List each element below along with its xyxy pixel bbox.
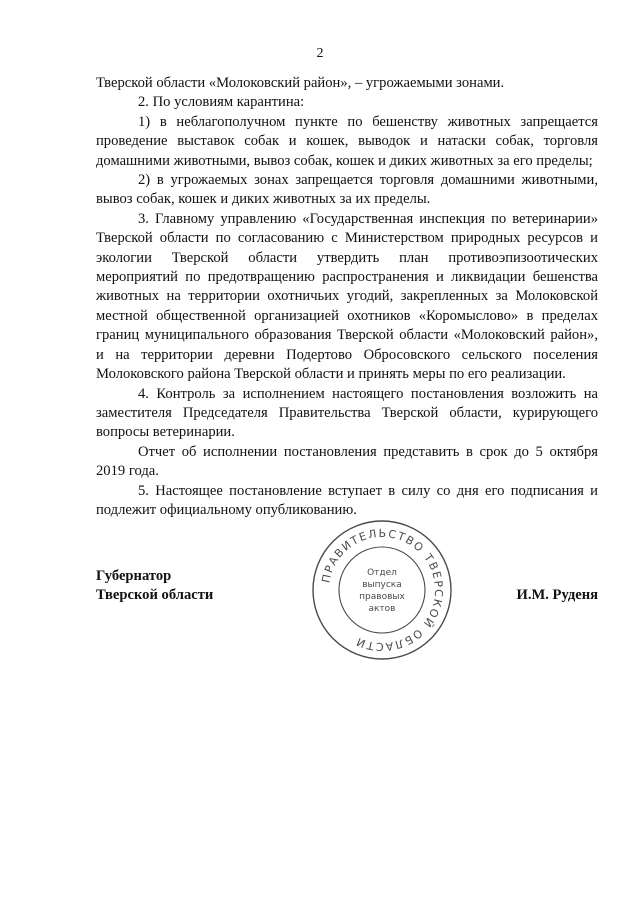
paragraph-report: Отчет об исполнении постановления представить в срок до 5 октября 2019 года. <box>96 443 598 480</box>
signatory-name: И.М. Руденя <box>516 587 598 603</box>
signatory-title-line1: Губернатор <box>96 568 172 584</box>
document-body <box>96 74 598 520</box>
signatory-title-line2: Тверской области <box>96 587 214 603</box>
paragraph-item-2: 2. По условиям карантина: <box>138 94 305 111</box>
paragraph-item-5: 5. Настоящее постановление вступает в силу со дня его подписания и подлежит официальному опубликованию. <box>96 482 598 518</box>
page-number: 2 <box>316 46 324 61</box>
seal-inner-ring <box>339 547 425 633</box>
paragraph-item-3: 3. Главному управлению «Государственная инспекция по ветеринарии» Тверской области по согласованию с Министерством природных ресурсов и экологии Тверской области утвердить план противоэпизоотических мероприятий по предотвращению распространения и ликвидации бешенства животных на территории охотничьих угодий, закрепленных за Молоковской местной общественной организацией охотников «Коромыслово» в пределах границ муниципального образования Тверской области «Молоковский район», и на территории деревни Подертово Обросовского сельского поселения Молоковского района Тверской области и принять меры по его реализации. <box>96 210 598 383</box>
paragraph-subitem-1: 1) в неблагополучном пункте по бешенству животных запрещается проведение выставок собак и кошек, выводок и натаски собак, торговля домашними животными, вывоз собак, кошек и диких животных за его пределы; <box>96 113 598 169</box>
seal-ring-text: ПРАВИТЕЛЬСТВО ТВЕРСКОЙ ОБЛАСТИ <box>319 526 446 654</box>
seal-center-line-1: Отдел <box>367 568 397 578</box>
official-seal-stamp <box>309 517 455 663</box>
paragraph-continuation: Тверской области «Молоковский район», – угрожаемыми зонами. <box>96 75 505 91</box>
seal-center-line-4: актов <box>368 604 396 614</box>
paragraph-subitem-2: 2) в угрожаемых зонах запрещается торговля домашними животными, вывоз собак, кошек и диких животных за их пределы. <box>96 172 598 208</box>
paragraph-item-4: 4. Контроль за исполнением настоящего постановления возложить на заместителя Председателя Правительства Тверской области, курирующего вопросы ветеринарии. <box>96 385 598 441</box>
seal-center-line-3: правовых <box>359 592 405 602</box>
seal-center-line-2: выпуска <box>362 580 402 590</box>
signatory-title <box>96 567 213 605</box>
seal-center-text <box>359 568 405 614</box>
seal-outer-ring <box>313 521 451 659</box>
